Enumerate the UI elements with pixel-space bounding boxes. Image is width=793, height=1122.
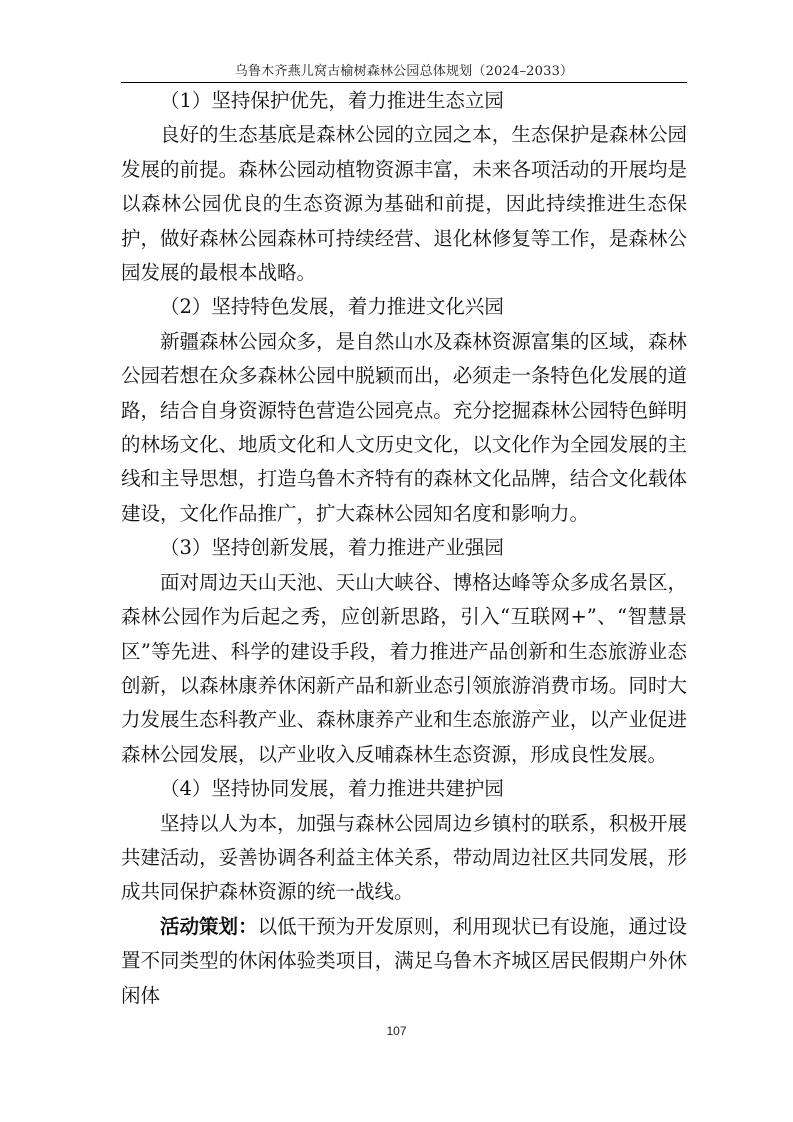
activity-label: 活动策划： — [160, 914, 258, 938]
section-heading-2: （2）坚持特色发展，着力推进文化兴园 — [160, 295, 504, 319]
section-paragraph-1: 良好的生态基底是森林公园的立园之本，生态保护是森林公园发展的前提。森林公园动植物资源丰富，未来各项活动的开展均是以森林公园优良的生态资源为基础和前提，因此持续推进生态保护，做好森林公园森林可持续经营、退化林修复等工作，是森林公园发展的最根本战略。 — [121, 123, 687, 285]
activity-paragraph — [121, 910, 687, 1013]
section-paragraph-2: 新疆森林公园众多，是自然山水及森林资源富集的区域，森林公园若想在众多森林公园中脱颖而出，必须走一条特色化发展的道路，结合自身资源特色营造公园亮点。充分挖掘森林公园特色鲜明的林场文化、地质文化和人文历史文化，以文化作为全园发展的主线和主导思想，打造乌鲁木齐特有的森林文化品牌，结合文化载体建设，文化作品推广，扩大森林公园知名度和影响力。 — [121, 329, 687, 525]
document-body — [121, 84, 687, 1013]
section-heading-3: （3）坚持创新发展，着力推进产业强园 — [160, 536, 504, 560]
section-heading-1: （1）坚持保护优先，着力推进生态立园 — [160, 89, 504, 112]
page-number: 107 — [386, 1024, 407, 1038]
activity-text: 以低干预为开发原则，利用现状已有设施，通过设置不同类型的休闲体验类项目，满足乌鲁木齐城区居民假期户外休闲体 — [121, 914, 687, 1007]
section-paragraph-4: 坚持以人为本，加强与森林公园周边乡镇村的联系，积极开展共建活动，妥善协调各利益主体关系，带动周边社区共同发展，形成共同保护森林资源的统一战线。 — [121, 811, 687, 904]
running-header: 乌鲁木齐燕儿窝古榆树森林公园总体规划（2024–2033） — [234, 64, 574, 79]
header-divider — [121, 82, 687, 83]
section-paragraph-3: 面对周边天山天池、天山大峡谷、博格达峰等众多成名景区，森林公园作为后起之秀，应创新思路，引入“互联网+”、“智慧景区”等先进、科学的建设手段，着力推进产品创新和生态旅游业态创新，以森林康养休闲新产品和新业态引领旅游消费市场。同时大力发展生态科教产业、森林康养产业和生态旅游产业，以产业促进森林公园发展，以产业收入反哺森林生态资源，形成良性发展。 — [121, 570, 687, 766]
section-heading-4: （4）坚持协同发展，着力推进共建护园 — [160, 777, 504, 801]
